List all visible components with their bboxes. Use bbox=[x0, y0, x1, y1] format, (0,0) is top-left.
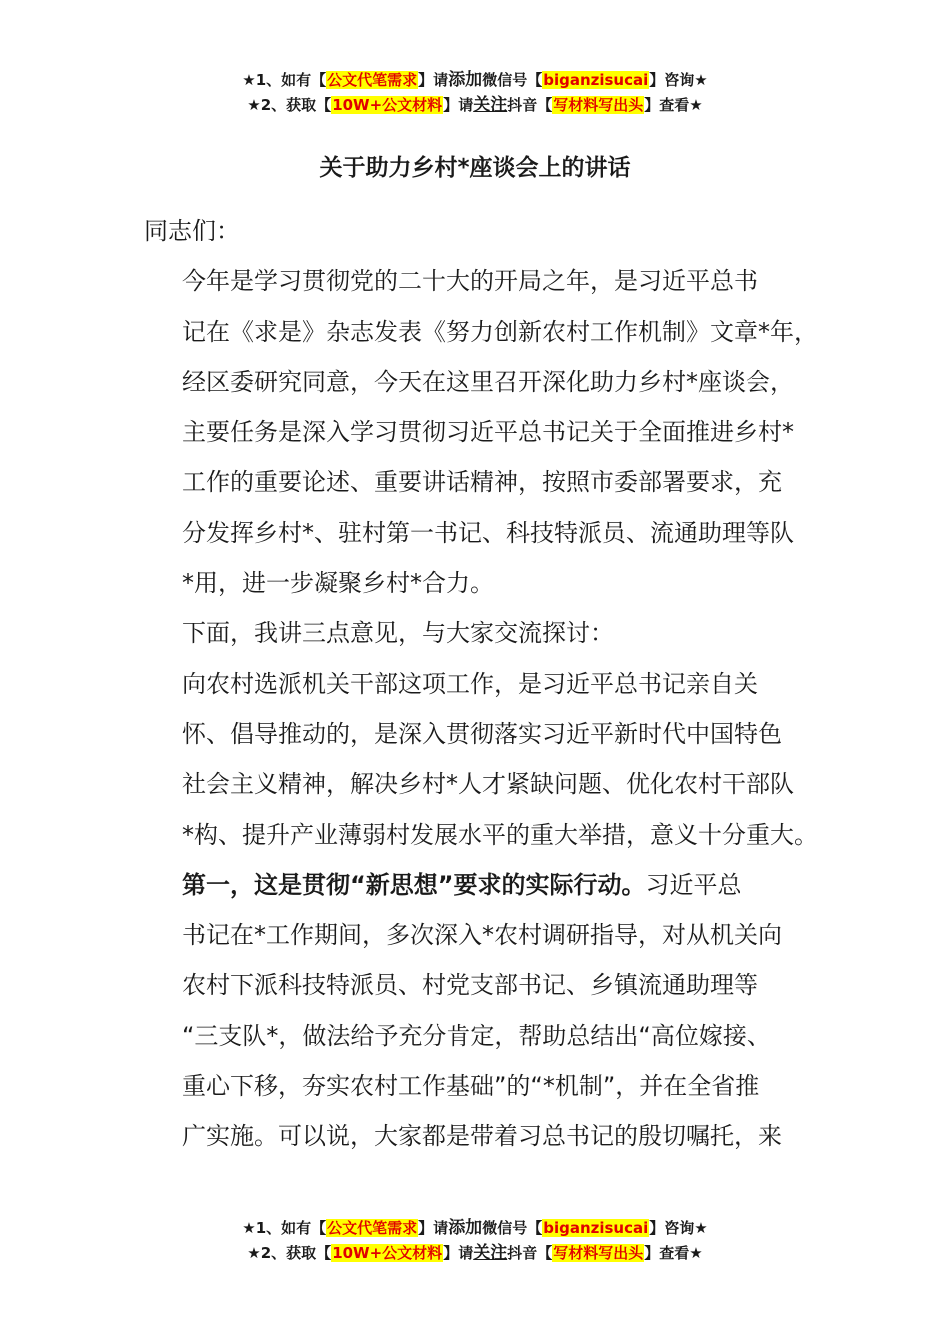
document-title: 关于助力乡村*座谈会上的讲话 bbox=[319, 155, 631, 181]
promo-text: 】查看★ bbox=[644, 1244, 703, 1262]
top-promo-banner bbox=[0, 68, 950, 118]
promo-highlight: 10W+公文材料 bbox=[332, 96, 443, 114]
promo-emphasis: 添加 bbox=[448, 70, 483, 90]
promo-text: 】请 bbox=[443, 96, 474, 114]
text-line: 主要任务是深入学习贯彻习近平总书记关于全面推进乡村* bbox=[182, 418, 794, 447]
promo-text: ★1、如有【 bbox=[242, 71, 327, 89]
paragraph-3 bbox=[144, 659, 824, 860]
promo-text: 微信号【 bbox=[482, 71, 543, 89]
promo-text: 】请 bbox=[443, 1244, 474, 1262]
text-line: *用，进一步凝聚乡村*合力。 bbox=[182, 569, 494, 598]
text-line: “三支队*，做法给予充分肯定，帮助总结出“高位嫁接、 bbox=[182, 1021, 771, 1050]
paragraph-2: 下面，我讲三点意见，与大家交流探讨： bbox=[182, 619, 614, 648]
promo-highlight: 公文代笔需求 bbox=[327, 1219, 418, 1237]
promo-text: 】请 bbox=[418, 1219, 449, 1237]
promo-highlight: 10W+公文材料 bbox=[332, 1244, 443, 1262]
promo-text: ★1、如有【 bbox=[242, 1219, 327, 1237]
paragraph-4 bbox=[144, 860, 824, 1162]
promo-line-1 bbox=[0, 68, 950, 93]
promo-text: ★2、获取【 bbox=[247, 96, 332, 114]
text-line: *构、提升产业薄弱村发展水平的重大举措，意义十分重大。 bbox=[182, 820, 818, 849]
text-line: 怀、倡导推动的，是深入贯彻落实习近平新时代中国特色 bbox=[182, 719, 782, 748]
text-line: 经区委研究同意，今天在这里召开深化助力乡村*座谈会， bbox=[182, 367, 794, 396]
wechat-id-highlight: biganzisucai bbox=[543, 71, 649, 89]
salutation: 同志们： bbox=[144, 217, 240, 245]
promo-line-1 bbox=[0, 1216, 950, 1241]
promo-text: 】咨询★ bbox=[649, 1219, 708, 1237]
promo-text: 】咨询★ bbox=[649, 71, 708, 89]
section-lead: 第一，这是贯彻“新思想”要求的实际行动。 bbox=[182, 870, 646, 899]
promo-emphasis: 关注 bbox=[473, 1243, 508, 1263]
promo-text: 】请 bbox=[418, 71, 449, 89]
promo-text: 抖音【 bbox=[507, 96, 553, 114]
text-line: 分发挥乡村*、驻村第一书记、科技特派员、流通助理等队 bbox=[182, 518, 794, 547]
promo-line-2 bbox=[0, 1241, 950, 1266]
text-line: 工作的重要论述、重要讲话精神，按照市委部署要求，充 bbox=[182, 468, 782, 497]
douyin-id-highlight: 写材料写出头 bbox=[553, 1244, 644, 1262]
text-line: 社会主义精神，解决乡村*人才紧缺问题、优化农村干部队 bbox=[182, 770, 794, 799]
document-body bbox=[144, 206, 824, 1162]
text-line: 向农村选派机关干部这项工作，是习近平总书记亲自关 bbox=[182, 669, 758, 698]
bottom-promo-banner bbox=[0, 1216, 950, 1266]
text-line: 记在《求是》杂志发表《努力创新农村工作机制》文章*年， bbox=[182, 317, 818, 346]
promo-highlight: 公文代笔需求 bbox=[327, 71, 418, 89]
text-line: 今年是学习贯彻党的二十大的开局之年，是习近平总书 bbox=[182, 267, 758, 296]
promo-text: 抖音【 bbox=[507, 1244, 553, 1262]
douyin-id-highlight: 写材料写出头 bbox=[553, 96, 644, 114]
text-line bbox=[144, 860, 824, 910]
text-run: 习近平总 bbox=[645, 870, 742, 899]
paragraph-1 bbox=[144, 256, 824, 608]
text-line: 重心下移，夯实农村工作基础”的“*机制”，并在全省推 bbox=[182, 1072, 760, 1101]
text-line: 农村下派科技特派员、村党支部书记、乡镇流通助理等 bbox=[182, 971, 758, 1000]
promo-text: ★2、获取【 bbox=[247, 1244, 332, 1262]
promo-text: 微信号【 bbox=[482, 1219, 543, 1237]
text-line: 书记在*工作期间，多次深入*农村调研指导，对从机关向 bbox=[182, 921, 782, 950]
promo-text: 】查看★ bbox=[644, 96, 703, 114]
text-line: 广实施。可以说，大家都是带着习总书记的殷切嘱托，来 bbox=[182, 1122, 782, 1151]
promo-emphasis: 添加 bbox=[448, 1218, 483, 1238]
promo-emphasis: 关注 bbox=[473, 95, 508, 115]
promo-line-2 bbox=[0, 93, 950, 118]
wechat-id-highlight: biganzisucai bbox=[543, 1219, 649, 1237]
